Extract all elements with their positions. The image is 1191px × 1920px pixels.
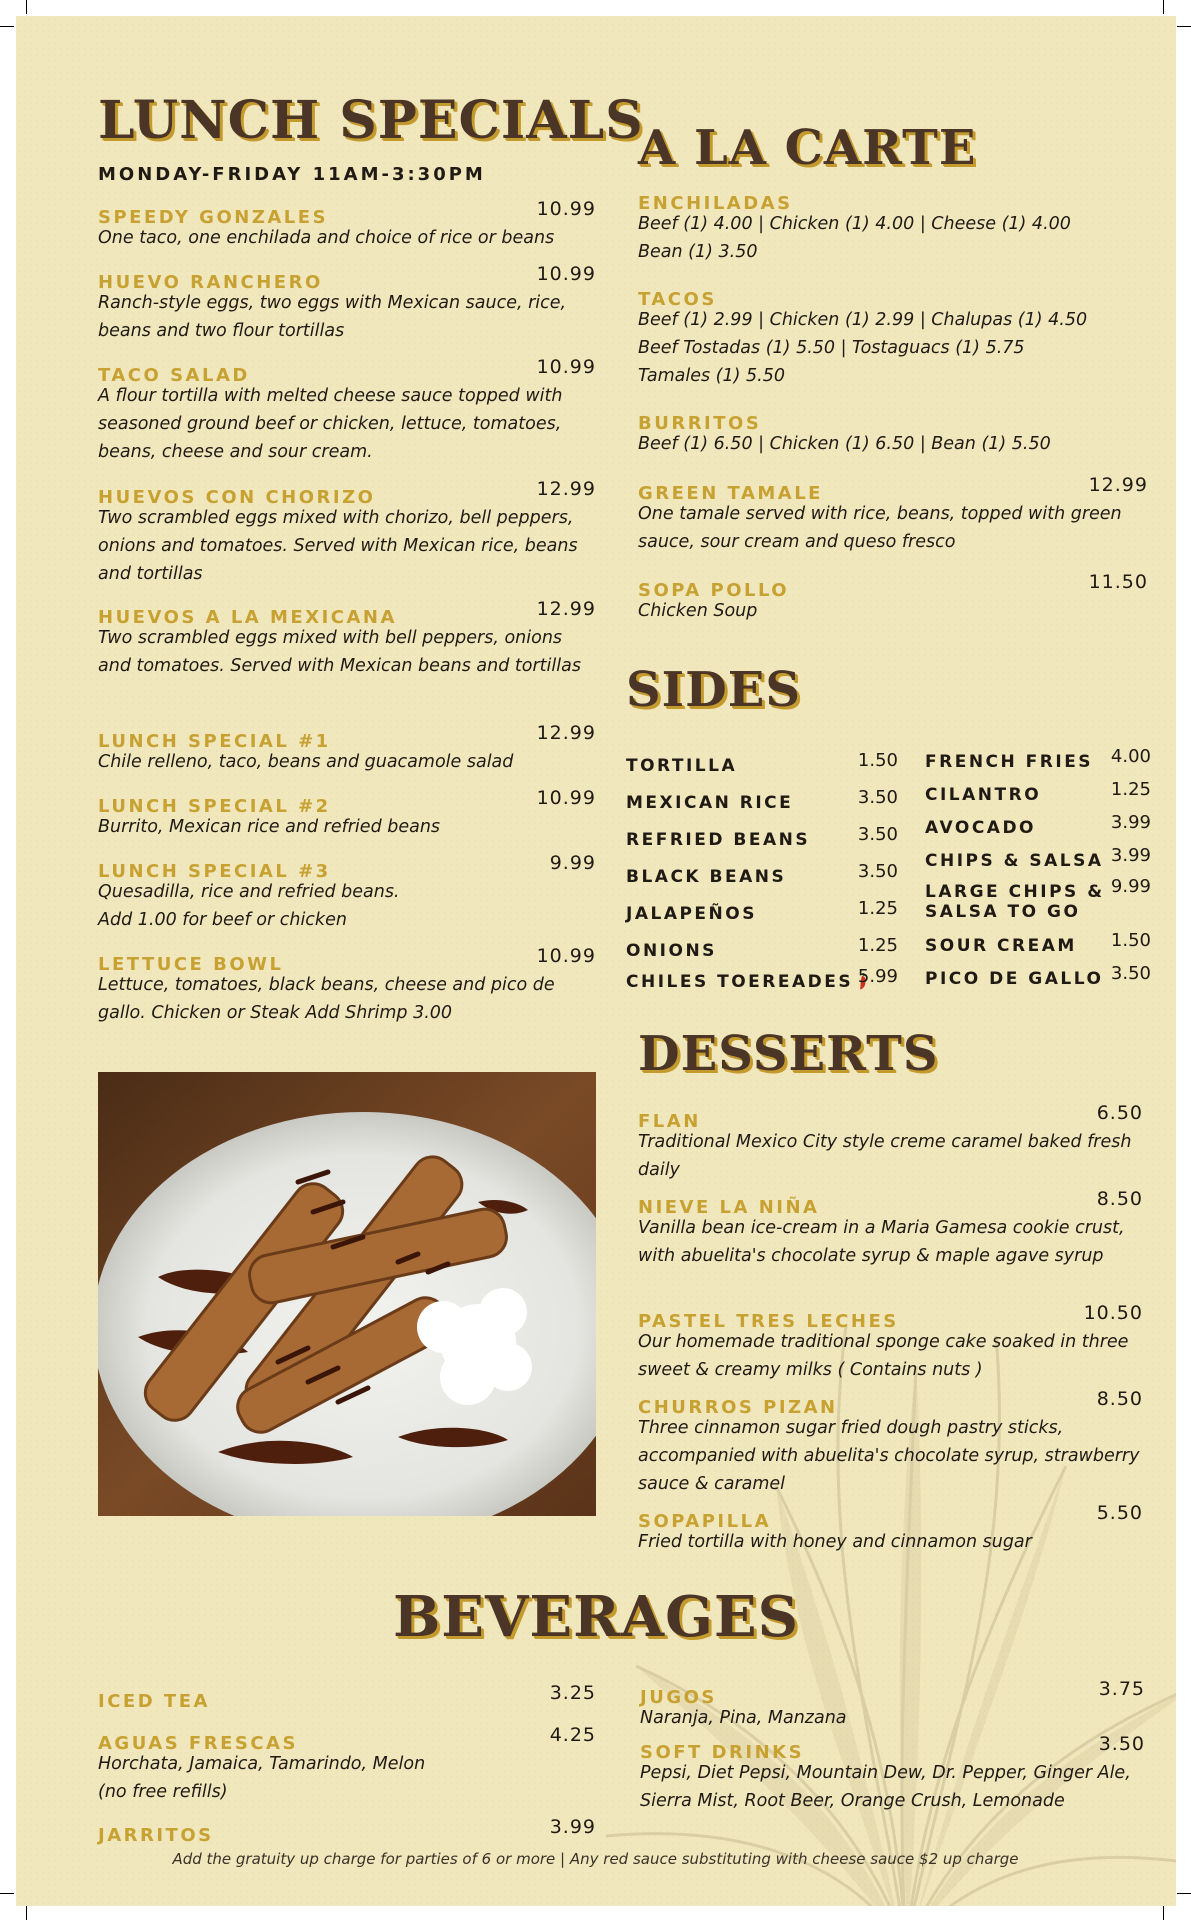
item-name: TACO SALAD — [98, 365, 250, 386]
item-name: NIEVE LA NIÑA — [638, 1197, 820, 1218]
item-description-note: (no free refills) — [98, 1782, 228, 1802]
list-item — [98, 598, 596, 680]
item-description-note: Add 1.00 for beef or chicken — [98, 910, 347, 930]
crop-mark — [0, 26, 14, 27]
a-la-carte-title: A LA CARTE — [638, 120, 977, 176]
item-price: 9.99 — [549, 852, 596, 874]
item-price: 3.99 — [549, 1816, 596, 1838]
list-item — [98, 787, 596, 841]
item-name: LUNCH SPECIAL #2 — [98, 796, 331, 817]
side-item — [925, 812, 1151, 838]
side-price: 3.50 — [857, 861, 898, 882]
list-item — [640, 1733, 1145, 1815]
list-item — [638, 1388, 1143, 1498]
item-name: BURRITOS — [638, 413, 762, 434]
side-item — [626, 824, 898, 850]
desserts-title: DESSERTS — [638, 1026, 939, 1082]
item-description: Beef (1) 6.50 | Chicken (1) 6.50 | Bean (1) 5.50 — [638, 434, 1051, 454]
item-name: LUNCH SPECIAL #1 — [98, 731, 331, 752]
list-item — [98, 852, 596, 934]
item-name: SOFT DRINKS — [640, 1742, 805, 1763]
beverages-title: BEVERAGES — [392, 1584, 800, 1650]
list-item — [98, 945, 596, 1027]
side-item — [925, 876, 1151, 922]
item-description: One tamale served with rice, beans, topped with green sauce, sour cream and queso fresco — [638, 504, 1122, 552]
item-name: LETTUCE BOWL — [98, 954, 284, 975]
side-price: 3.50 — [1110, 963, 1151, 984]
item-name: SPEEDY GONZALES — [98, 207, 329, 228]
item-name: HUEVO RANCHERO — [98, 272, 323, 293]
item-name: AGUAS FRESCAS — [98, 1733, 298, 1754]
item-name: TACOS — [638, 289, 717, 310]
side-item — [626, 966, 898, 992]
side-price: 1.25 — [857, 898, 898, 919]
side-price: 1.50 — [1110, 930, 1151, 951]
item-price: 5.50 — [1096, 1502, 1143, 1524]
lunch-specials-title: LUNCH SPECIALS — [98, 90, 644, 151]
item-description: Pepsi, Diet Pepsi, Mountain Dew, Dr. Pepper, Ginger Ale, Sierra Mist, Root Beer, Orange Crush, Lemonade — [640, 1763, 1131, 1811]
item-name: JARRITOS — [98, 1825, 214, 1846]
item-description-line: Bean (1) 3.50 — [638, 242, 758, 262]
side-item — [925, 930, 1151, 956]
list-item — [638, 1188, 1143, 1270]
item-description: Our homemade traditional sponge cake soaked in three sweet & creamy milks ( Contains nuts ) — [638, 1332, 1129, 1380]
list-item — [638, 1102, 1143, 1184]
side-price: 3.99 — [1110, 845, 1151, 866]
side-name: TORTILLA — [626, 756, 738, 776]
list-item — [98, 1724, 596, 1806]
side-name: CHIPS & SALSA — [925, 851, 1104, 871]
item-description: Naranja, Pina, Manzana — [640, 1708, 847, 1728]
item-description: Two scrambled eggs mixed with chorizo, bell peppers, onions and tomatoes. Served with Mexican rice, beans and tortillas — [98, 508, 578, 584]
item-price: 12.99 — [536, 598, 596, 620]
crop-mark — [1163, 1906, 1164, 1920]
item-price: 12.99 — [536, 478, 596, 500]
side-name: CHILES TOEREADES — [626, 972, 854, 992]
side-item — [925, 963, 1151, 989]
item-name: HUEVOS A LA MEXICANA — [98, 607, 397, 628]
item-description: Burrito, Mexican rice and refried beans — [98, 817, 441, 837]
item-description: Lettuce, tomatoes, black beans, cheese and pico de gallo. Chicken or Steak Add Shrimp 3.00 — [98, 975, 555, 1023]
list-item — [638, 288, 1148, 390]
list-item — [638, 412, 1148, 458]
item-description: Horchata, Jamaica, Tamarindo, Melon — [98, 1754, 426, 1774]
list-item — [638, 1302, 1143, 1384]
side-name: SOUR CREAM — [925, 936, 1077, 956]
side-item — [626, 787, 898, 813]
item-price: 10.99 — [536, 787, 596, 809]
list-item — [98, 1682, 596, 1714]
item-description: Three cinnamon sugar fried dough pastry sticks, accompanied with abuelita's chocolate syrup, strawberry sauce & caramel — [638, 1418, 1140, 1494]
item-name: JUGOS — [640, 1687, 717, 1708]
crop-mark — [1177, 26, 1191, 27]
item-name: ENCHILADAS — [638, 193, 793, 214]
item-description: Vanilla bean ice-cream in a Maria Gamesa cookie crust, with abuelita's chocolate syrup & maple agave syrup — [638, 1218, 1125, 1266]
side-item — [626, 898, 898, 924]
side-name: PICO DE GALLO — [925, 969, 1104, 989]
side-item — [925, 779, 1151, 805]
item-description: Beef (1) 2.99 | Chicken (1) 2.99 | Chalupas (1) 4.50 — [638, 310, 1088, 330]
churros-photo — [98, 1072, 596, 1516]
side-price: 1.25 — [1110, 779, 1151, 800]
side-item — [626, 861, 898, 887]
side-price: 3.99 — [1110, 812, 1151, 833]
item-name: SOPA POLLO — [638, 580, 790, 601]
side-price: 5.99 — [857, 966, 898, 987]
side-name: MEXICAN RICE — [626, 793, 794, 813]
item-description: Chicken Soup — [638, 601, 758, 621]
footer-note: Add the gratuity up charge for parties of 6 or more | Any red sauce substituting with cheese sauce $2 up charge — [172, 1850, 1019, 1868]
item-name: CHURROS PIZAN — [638, 1397, 838, 1418]
list-item — [98, 356, 596, 466]
side-price: 3.50 — [857, 824, 898, 845]
list-item — [98, 198, 596, 252]
list-item — [98, 478, 596, 588]
side-name: FRENCH FRIES — [925, 752, 1094, 772]
item-description: Traditional Mexico City style creme caramel baked fresh daily — [638, 1132, 1132, 1180]
menu-page — [16, 16, 1176, 1906]
list-item — [98, 722, 596, 776]
item-name: FLAN — [638, 1111, 701, 1132]
item-price: 3.50 — [1098, 1733, 1145, 1755]
side-price: 1.25 — [857, 935, 898, 956]
item-price: 10.50 — [1083, 1302, 1143, 1324]
item-name: SOPAPILLA — [638, 1511, 771, 1532]
crop-mark — [0, 1893, 14, 1894]
item-price: 12.99 — [1088, 474, 1148, 496]
side-name: AVOCADO — [925, 818, 1037, 838]
item-name: HUEVOS CON CHORIZO — [98, 487, 376, 508]
item-price: 8.50 — [1096, 1188, 1143, 1210]
item-description-line: Tamales (1) 5.50 — [638, 366, 785, 386]
item-description: Two scrambled eggs mixed with bell peppers, onions and tomatoes. Served with Mexican beans and tortillas — [98, 628, 581, 676]
item-price: 4.25 — [549, 1724, 596, 1746]
item-description-line: Beef Tostadas (1) 5.50 | Tostaguacs (1) 5.75 — [638, 338, 1025, 358]
side-name: ONIONS — [626, 941, 717, 961]
side-price: 4.00 — [1110, 746, 1151, 767]
list-item — [638, 192, 1148, 266]
list-item — [638, 474, 1148, 556]
list-item — [638, 1502, 1143, 1556]
side-name: BLACK BEANS — [626, 867, 787, 887]
side-price: 3.50 — [857, 787, 898, 808]
crop-mark — [26, 0, 27, 14]
item-price: 10.99 — [536, 263, 596, 285]
side-item — [626, 935, 898, 961]
item-name: GREEN TAMALE — [638, 483, 823, 504]
list-item — [98, 263, 596, 345]
item-name: PASTEL TRES LECHES — [638, 1311, 899, 1332]
side-name-line2: SALSA TO GO — [925, 902, 1081, 922]
item-price: 6.50 — [1096, 1102, 1143, 1124]
list-item — [98, 1816, 596, 1848]
side-name: LARGE CHIPS & — [925, 882, 1105, 902]
item-description: One taco, one enchilada and choice of rice or beans — [98, 228, 555, 248]
side-name: JALAPEÑOS — [626, 904, 757, 924]
item-price: 11.50 — [1088, 571, 1148, 593]
item-price: 10.99 — [536, 356, 596, 378]
side-price: 9.99 — [1110, 876, 1151, 897]
item-description: Ranch-style eggs, two eggs with Mexican sauce, rice, beans and two flour tortillas — [98, 293, 567, 341]
side-price: 1.50 — [857, 750, 898, 771]
item-name: ICED TEA — [98, 1691, 210, 1712]
side-name: CILANTRO — [925, 785, 1042, 805]
item-price: 3.75 — [1098, 1678, 1145, 1700]
side-item — [925, 845, 1151, 871]
list-item — [638, 571, 1148, 625]
item-price: 8.50 — [1096, 1388, 1143, 1410]
item-name: LUNCH SPECIAL #3 — [98, 861, 331, 882]
sides-title: SIDES — [626, 662, 801, 718]
item-description: Fried tortilla with honey and cinnamon sugar — [638, 1532, 1032, 1552]
crop-mark — [1177, 1893, 1191, 1894]
item-description: A flour tortilla with melted cheese sauce topped with seasoned ground beef or chicken, lettuce, tomatoes, beans, cheese and sour cream. — [98, 386, 563, 462]
item-description: Beef (1) 4.00 | Chicken (1) 4.00 | Cheese (1) 4.00 — [638, 214, 1071, 234]
item-price: 10.99 — [536, 198, 596, 220]
crop-mark — [1163, 0, 1164, 14]
side-item — [626, 750, 898, 776]
item-price: 10.99 — [536, 945, 596, 967]
item-price: 3.25 — [549, 1682, 596, 1704]
item-price: 12.99 — [536, 722, 596, 744]
side-name: REFRIED BEANS — [626, 830, 811, 850]
item-description: Chile relleno, taco, beans and guacamole salad — [98, 752, 514, 772]
item-description: Quesadilla, rice and refried beans. — [98, 882, 400, 902]
lunch-hours: MONDAY-FRIDAY 11AM-3:30PM — [98, 164, 486, 185]
list-item — [640, 1678, 1145, 1732]
side-item — [925, 746, 1151, 772]
crop-mark — [26, 1906, 27, 1920]
